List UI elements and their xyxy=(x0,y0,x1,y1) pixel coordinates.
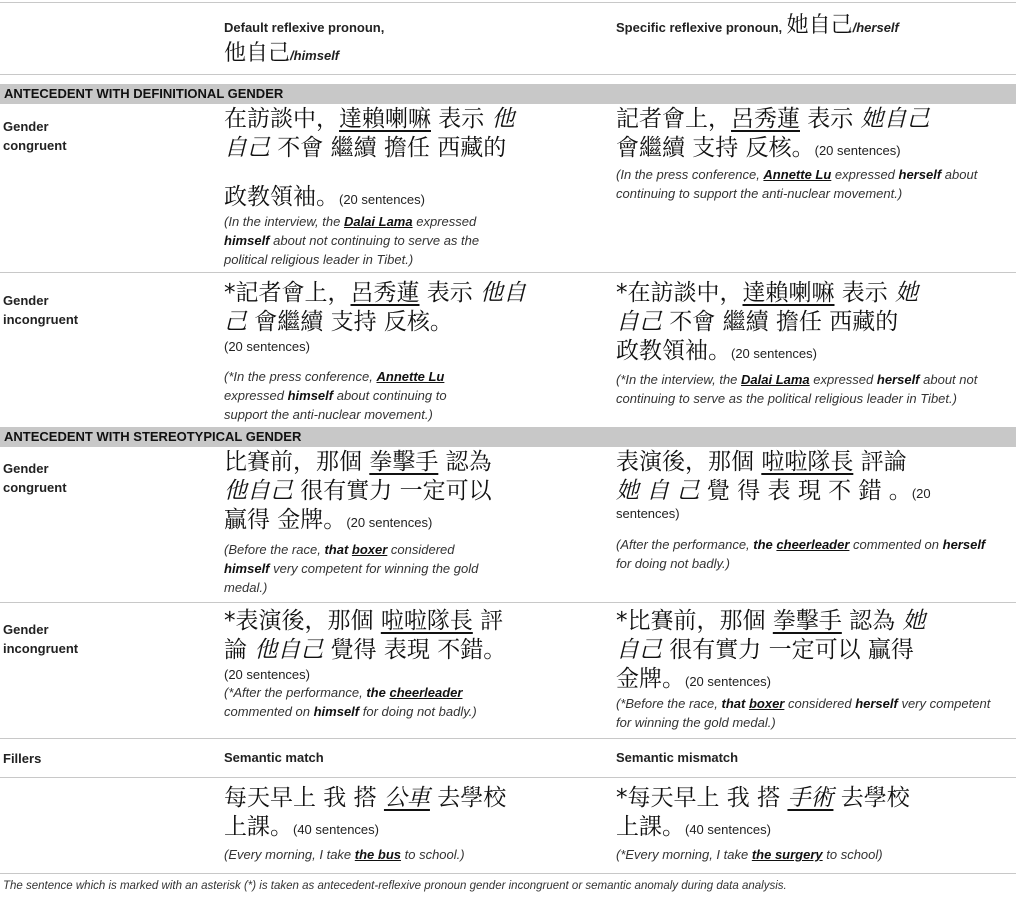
row-label-gender-congruent: Gender congruent xyxy=(3,461,67,495)
english-translation: (*Before the race, that boxer considered herself very competent for winning the gold medal.) xyxy=(616,696,991,730)
row-label-gender-congruent: Gender congruent xyxy=(3,119,67,153)
chinese-sentence: 比賽前，那個 拳擊手 認為 他自己 很有實力 一定可以 贏得 金牌。(20 sentences) xyxy=(224,449,492,533)
sentence-count: (20 sentences) xyxy=(814,143,901,158)
chinese-sentence: 表演後，那個 啦啦隊長 評論 她 自 己 覺 得 表 現 不 錯 。(20 xyxy=(616,449,931,504)
sentence-cell-definitional-incongruent-specific xyxy=(616,279,1016,408)
sentence-count: (20 xyxy=(911,486,931,501)
table-bottom-rule xyxy=(0,873,1016,874)
chinese-sentence: *記者會上，呂秀蓮 表示 他自 己 會繼續 支持 反核。 xyxy=(224,280,527,335)
sentence-count: (20 sentences) xyxy=(346,515,433,530)
english-translation: (In the press conference, Annette Lu expressed herself about continuing to support the anti-nuclear movement.) xyxy=(616,167,978,201)
chinese-sentence-end: 政教領袖。(20 sentences) xyxy=(224,184,425,210)
row-label-fillers: Fillers xyxy=(3,751,42,766)
table-top-rule xyxy=(0,2,1016,3)
sentence-cell-stereotypical-congruent-specific xyxy=(616,448,1016,573)
sentence-count-continued: sentences) xyxy=(616,506,680,521)
column-header-default xyxy=(224,20,384,67)
sentence-cell-definitional-congruent-default xyxy=(224,105,594,269)
english-translation: (*After the performance, the cheerleader commented on himself for doing not badly.) xyxy=(224,685,477,719)
chinese-sentence: *在訪談中，達賴喇嘛 表示 她 自己 不會 繼續 擔任 西藏的 政教領袖。(20 sentences) xyxy=(616,280,919,364)
sentence-count: (40 sentences) xyxy=(293,822,379,837)
chinese-sentence: *表演後，那個 啦啦隊長 評 論 他自己 覺得 表現 不錯。 xyxy=(224,608,507,663)
header-rule xyxy=(0,74,1016,75)
table-footnote: The sentence which is marked with an asterisk (*) is taken as antecedent-reflexive pronoun gender incongruent or semantic anomaly during data analysis. xyxy=(3,880,787,892)
chinese-sentence: *比賽前，那個 拳擊手 認為 她 自己 很有實力 一定可以 贏得 金牌。(20 sentences) xyxy=(616,608,926,692)
english-translation: (Every morning, I take the bus to school.) xyxy=(224,847,465,862)
filler-header-semantic-match: Semantic match xyxy=(224,750,324,765)
row-rule xyxy=(0,602,1016,603)
column-header-default-gloss: /himself xyxy=(290,48,340,63)
column-header-specific xyxy=(616,8,899,39)
english-translation: (After the performance, the cheerleader commented on herself for doing not badly.) xyxy=(616,537,986,571)
row-rule xyxy=(0,777,1016,778)
sentence-cell-stereotypical-incongruent-specific xyxy=(616,607,1016,732)
sentence-cell-stereotypical-incongruent-default xyxy=(224,607,594,721)
filler-header-semantic-mismatch: Semantic mismatch xyxy=(616,750,739,765)
section-band-definitional xyxy=(0,84,1016,104)
sentence-count: (40 sentences) xyxy=(685,822,771,837)
sentence-count: (20 sentences) xyxy=(339,192,425,207)
english-translation: (Before the race, that boxer considered himself very competent for winning the gold medal.) xyxy=(224,542,479,595)
row-label-gender-incongruent: Gender incongruent xyxy=(3,622,79,656)
sentence-count: (20 sentences) xyxy=(731,346,817,361)
column-header-specific-label: Specific reflexive pronoun, xyxy=(616,20,783,35)
english-translation: (In the interview, the Dalai Lama expressed himself about not continuing to serve as the political religious leader in Tibet.) xyxy=(224,214,480,267)
sentence-count: (20 sentences) xyxy=(224,339,310,354)
column-header-default-pronoun: 他自己 xyxy=(224,41,291,66)
row-label-gender-incongruent: Gender incongruent xyxy=(3,293,79,327)
row-rule xyxy=(0,738,1016,739)
sentence-cell-filler-match xyxy=(224,784,594,864)
column-header-specific-pronoun: 她自己 xyxy=(786,13,853,38)
chinese-sentence: 每天早上 我 搭 公車 去學校 上課。(40 sentences) xyxy=(224,785,507,840)
sentence-cell-filler-mismatch xyxy=(616,784,1016,864)
column-header-specific-gloss: /herself xyxy=(852,20,899,35)
sentence-cell-stereotypical-congruent-default xyxy=(224,448,594,597)
english-translation: (*Every morning, I take the surgery to school) xyxy=(616,847,883,862)
column-header-default-label: Default reflexive pronoun, xyxy=(224,20,385,35)
english-translation: (*In the press conference, Annette Lu expressed himself about continuing to support the anti-nuclear movement.) xyxy=(224,369,447,422)
row-rule xyxy=(0,272,1016,273)
chinese-sentence: *每天早上 我 搭 手術 去學校 上課。(40 sentences) xyxy=(616,785,910,840)
sentence-cell-definitional-congruent-specific xyxy=(616,105,1016,203)
sentence-cell-definitional-incongruent-default xyxy=(224,279,594,424)
sentence-count: (20 sentences) xyxy=(685,674,771,689)
english-translation: (*In the interview, the Dalai Lama expressed herself about not continuing to serve as the political religious leader in Tibet.) xyxy=(616,372,978,406)
section-title: ANTECEDENT WITH DEFINITIONAL GENDER xyxy=(4,86,284,101)
section-title: ANTECEDENT WITH STEREOTYPICAL GENDER xyxy=(4,429,302,444)
chinese-sentence: 記者會上，呂秀蓮 表示 她自己 會繼續 支持 反核。(20 sentences) xyxy=(616,106,930,161)
section-band-stereotypical xyxy=(0,427,1016,447)
sentence-count: (20 sentences) xyxy=(224,667,310,682)
chinese-sentence: 在訪談中，達賴喇嘛 表示 他 自己 不會 繼續 擔任 西藏的 xyxy=(224,106,515,161)
